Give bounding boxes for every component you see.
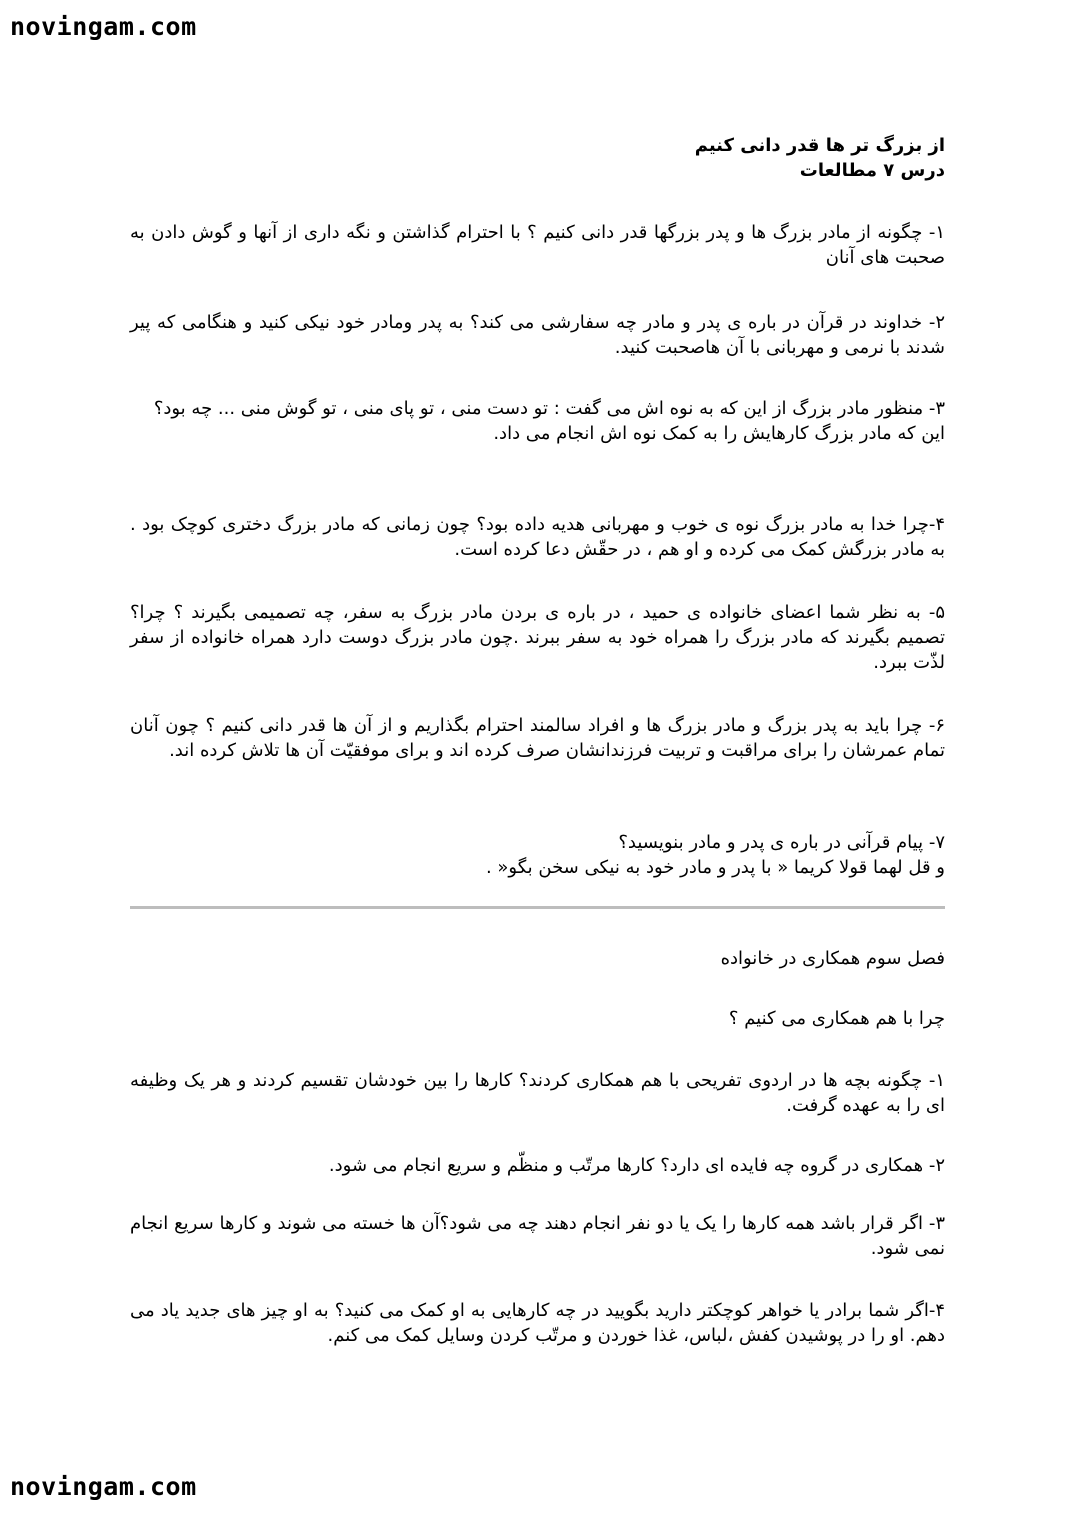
- question-3: [130, 396, 945, 446]
- coop-question-2: [130, 1153, 945, 1178]
- coop-question-3: [130, 1211, 945, 1261]
- chapter-heading: [130, 946, 945, 971]
- chapter-subtitle-block: [130, 1006, 945, 1031]
- watermark-bottom: novingam.com: [10, 1472, 197, 1501]
- question-3-text: ۳- منظور مادر بزرگ از این که به نوه اش می گفت : تو دست منی ، تو پای منی ، تو گوش منی ... چه بود؟: [153, 398, 945, 419]
- coop-question-4-text: ۴-اگر شما برادر یا خواهر کوچکتر دارید بگویید در چه کارهایی به او کمک می کنید؟ به او چیز های جدید یاد می دهم. او را در پوشیدن کفش ،لباس، غذا خوردن و مرتّب کردن وسایل کمک می کنم.: [130, 1300, 945, 1346]
- answer-3-text: این که مادر بزرگ کارهایش را به کمک نوه اش انجام می داد.: [493, 423, 945, 444]
- watermark-top: novingam.com: [10, 12, 197, 41]
- question-4-text: ۴-چرا خدا به مادر بزرگ نوه ی خوب و مهربانی هدیه داده بود؟ چون زمانی که مادر بزرگ دختری کوچک بود . به مادر بزرگش کمک می کرده و او هم ، در حقّش دعا کرده است.: [130, 514, 945, 560]
- lesson-label: درس ۷ مطالعات: [799, 160, 945, 181]
- coop-question-1-text: ۱- چگونه بچه ها در اردوی تفریحی با هم همکاری کردند؟ کارها را بین خودشان تقسیم کردند و هر یک وظیفه ای را به عهده گرفت.: [130, 1070, 945, 1116]
- question-7-text: ۷- پیام قرآنی در باره ی پدر و مادر بنویسید؟: [618, 832, 945, 853]
- answer-7-text: و قل لهما قولا کریما « با پدر و مادر خود به نیکی سخن بگو« .: [485, 857, 945, 878]
- page-title: از بزرگ تر ها قدر دانی کنیم: [694, 135, 945, 156]
- question-5-text: ۵- به نظر شما اعضای خانواده ی حمید ، در باره ی بردن مادر بزرگ به سفر، چه تصمیمی بگیرند ؟ چرا؟ تصمیم بگیرند که مادر بزرگ را همراه خود به سفر ببرند .چون مادر بزرگ دوست دارد همراه خانواده از سفر لذّت ببرد.: [130, 602, 945, 673]
- question-6-text: ۶- چرا باید به پدر بزرگ و مادر بزرگ ها و افراد سالمند احترام بگذاریم و از آن ها قدر دانی کنیم ؟ چون آنان تمام عمرشان را برای مراقبت و تربیت فرزندانشان صرف کرده اند و برای موفقیّت آن ها تلاش کرده اند.: [130, 715, 945, 761]
- chapter-title: فصل سوم همکاری در خانواده: [720, 948, 945, 969]
- chapter-subtitle: چرا با هم همکاری می کنیم ؟: [728, 1008, 945, 1029]
- title-block: [130, 133, 945, 183]
- question-5: [130, 600, 945, 675]
- question-1: [130, 220, 945, 270]
- question-6: [130, 713, 945, 763]
- question-1-text: ۱- چگونه از مادر بزرگ ها و پدر بزرگها قدر دانی کنیم ؟ با احترام گذاشتن و نگه داری از آنها و گوش دادن به صحبت های آنان: [130, 222, 945, 268]
- coop-question-4: [130, 1298, 945, 1348]
- coop-question-3-text: ۳- اگر قرار باشد همه کارها را یک یا دو نفر انجام دهند چه می شود؟آن ها خسته می شوند و کارها سریع انجام نمی شود.: [130, 1213, 945, 1259]
- coop-question-1: [130, 1068, 945, 1118]
- question-7: [130, 830, 945, 880]
- question-2: [130, 310, 945, 360]
- section-divider: [130, 906, 945, 909]
- question-2-text: ۲- خداوند در قرآن در باره ی پدر و مادر چه سفارشی می کند؟ به پدر ومادر خود نیکی کنید و هنگامی که پیر شدند با نرمی و مهربانی با آن هاصحبت کنید.: [130, 312, 945, 358]
- question-4: [130, 512, 945, 562]
- coop-question-2-text: ۲- همکاری در گروه چه فایده ای دارد؟ کارها مرتّب و منظّم و سریع انجام می شود.: [328, 1155, 945, 1176]
